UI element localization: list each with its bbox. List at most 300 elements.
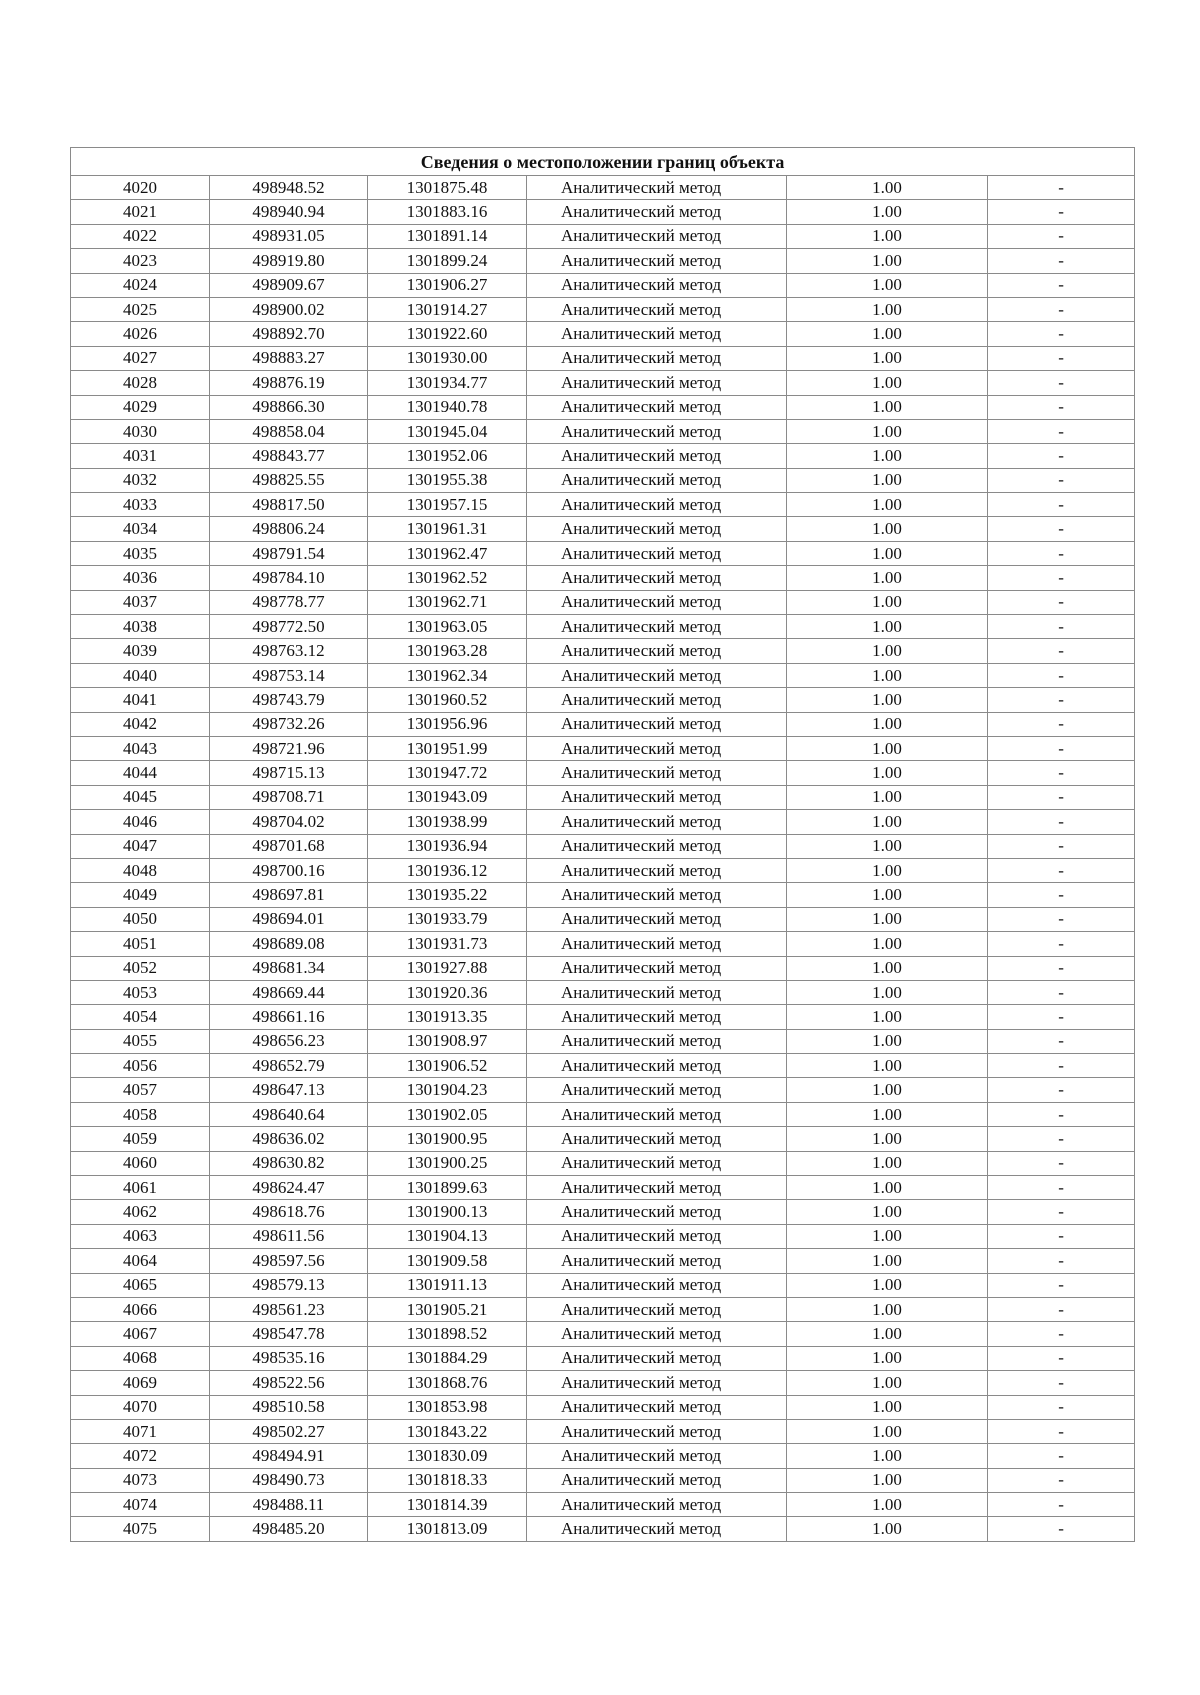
method-cell: Аналитический метод bbox=[527, 785, 787, 809]
method-cell: Аналитический метод bbox=[527, 1273, 787, 1297]
table-row bbox=[71, 1468, 1135, 1492]
accuracy-cell: 1.00 bbox=[787, 1346, 988, 1370]
method-cell: Аналитический метод bbox=[527, 980, 787, 1004]
y-coordinate-cell: 1301955.38 bbox=[368, 468, 527, 492]
description-cell: - bbox=[988, 956, 1135, 980]
x-coordinate-cell: 498772.50 bbox=[210, 615, 368, 639]
description-cell: - bbox=[988, 1419, 1135, 1443]
y-coordinate-cell: 1301902.05 bbox=[368, 1102, 527, 1126]
table-row bbox=[71, 249, 1135, 273]
table-row bbox=[71, 1419, 1135, 1443]
method-cell: Аналитический метод bbox=[527, 736, 787, 760]
y-coordinate-cell: 1301956.96 bbox=[368, 712, 527, 736]
y-coordinate-cell: 1301904.23 bbox=[368, 1078, 527, 1102]
accuracy-cell: 1.00 bbox=[787, 541, 988, 565]
accuracy-cell: 1.00 bbox=[787, 322, 988, 346]
description-cell: - bbox=[988, 590, 1135, 614]
y-coordinate-cell: 1301899.63 bbox=[368, 1176, 527, 1200]
y-coordinate-cell: 1301853.98 bbox=[368, 1395, 527, 1419]
method-cell: Аналитический метод bbox=[527, 444, 787, 468]
point-number-cell: 4069 bbox=[71, 1371, 210, 1395]
method-cell: Аналитический метод bbox=[527, 224, 787, 248]
y-coordinate-cell: 1301938.99 bbox=[368, 810, 527, 834]
method-cell: Аналитический метод bbox=[527, 322, 787, 346]
point-number-cell: 4027 bbox=[71, 346, 210, 370]
point-number-cell: 4046 bbox=[71, 810, 210, 834]
accuracy-cell: 1.00 bbox=[787, 907, 988, 931]
description-cell: - bbox=[988, 907, 1135, 931]
method-cell: Аналитический метод bbox=[527, 517, 787, 541]
method-cell: Аналитический метод bbox=[527, 688, 787, 712]
accuracy-cell: 1.00 bbox=[787, 1297, 988, 1321]
table-row bbox=[71, 493, 1135, 517]
method-cell: Аналитический метод bbox=[527, 883, 787, 907]
x-coordinate-cell: 498636.02 bbox=[210, 1127, 368, 1151]
x-coordinate-cell: 498791.54 bbox=[210, 541, 368, 565]
accuracy-cell: 1.00 bbox=[787, 1102, 988, 1126]
accuracy-cell: 1.00 bbox=[787, 297, 988, 321]
table-row bbox=[71, 932, 1135, 956]
description-cell: - bbox=[988, 712, 1135, 736]
method-cell: Аналитический метод bbox=[527, 1249, 787, 1273]
description-cell: - bbox=[988, 224, 1135, 248]
point-number-cell: 4043 bbox=[71, 736, 210, 760]
method-cell: Аналитический метод bbox=[527, 1346, 787, 1370]
table-row bbox=[71, 1200, 1135, 1224]
table-row bbox=[71, 1224, 1135, 1248]
y-coordinate-cell: 1301947.72 bbox=[368, 761, 527, 785]
x-coordinate-cell: 498579.13 bbox=[210, 1273, 368, 1297]
description-cell: - bbox=[988, 346, 1135, 370]
accuracy-cell: 1.00 bbox=[787, 468, 988, 492]
x-coordinate-cell: 498624.47 bbox=[210, 1176, 368, 1200]
x-coordinate-cell: 498858.04 bbox=[210, 419, 368, 443]
method-cell: Аналитический метод bbox=[527, 541, 787, 565]
accuracy-cell: 1.00 bbox=[787, 1493, 988, 1517]
y-coordinate-cell: 1301933.79 bbox=[368, 907, 527, 931]
method-cell: Аналитический метод bbox=[527, 639, 787, 663]
method-cell: Аналитический метод bbox=[527, 419, 787, 443]
point-number-cell: 4029 bbox=[71, 395, 210, 419]
description-cell: - bbox=[988, 517, 1135, 541]
accuracy-cell: 1.00 bbox=[787, 615, 988, 639]
description-cell: - bbox=[988, 932, 1135, 956]
x-coordinate-cell: 498708.71 bbox=[210, 785, 368, 809]
accuracy-cell: 1.00 bbox=[787, 712, 988, 736]
y-coordinate-cell: 1301875.48 bbox=[368, 176, 527, 200]
method-cell: Аналитический метод bbox=[527, 566, 787, 590]
y-coordinate-cell: 1301945.04 bbox=[368, 419, 527, 443]
point-number-cell: 4066 bbox=[71, 1297, 210, 1321]
description-cell: - bbox=[988, 1444, 1135, 1468]
description-cell: - bbox=[988, 1102, 1135, 1126]
table-row bbox=[71, 1176, 1135, 1200]
table-row bbox=[71, 517, 1135, 541]
table-row bbox=[71, 419, 1135, 443]
point-number-cell: 4033 bbox=[71, 493, 210, 517]
description-cell: - bbox=[988, 371, 1135, 395]
method-cell: Аналитический метод bbox=[527, 834, 787, 858]
x-coordinate-cell: 498704.02 bbox=[210, 810, 368, 834]
description-cell: - bbox=[988, 444, 1135, 468]
method-cell: Аналитический метод bbox=[527, 1151, 787, 1175]
table-row bbox=[71, 1029, 1135, 1053]
description-cell: - bbox=[988, 1395, 1135, 1419]
x-coordinate-cell: 498931.05 bbox=[210, 224, 368, 248]
accuracy-cell: 1.00 bbox=[787, 1419, 988, 1443]
y-coordinate-cell: 1301934.77 bbox=[368, 371, 527, 395]
x-coordinate-cell: 498817.50 bbox=[210, 493, 368, 517]
description-cell: - bbox=[988, 1054, 1135, 1078]
y-coordinate-cell: 1301927.88 bbox=[368, 956, 527, 980]
method-cell: Аналитический метод bbox=[527, 1468, 787, 1492]
accuracy-cell: 1.00 bbox=[787, 810, 988, 834]
method-cell: Аналитический метод bbox=[527, 907, 787, 931]
point-number-cell: 4035 bbox=[71, 541, 210, 565]
accuracy-cell: 1.00 bbox=[787, 346, 988, 370]
accuracy-cell: 1.00 bbox=[787, 1176, 988, 1200]
description-cell: - bbox=[988, 736, 1135, 760]
x-coordinate-cell: 498618.76 bbox=[210, 1200, 368, 1224]
y-coordinate-cell: 1301962.47 bbox=[368, 541, 527, 565]
x-coordinate-cell: 498700.16 bbox=[210, 858, 368, 882]
x-coordinate-cell: 498909.67 bbox=[210, 273, 368, 297]
table-row bbox=[71, 1005, 1135, 1029]
table-row bbox=[71, 1102, 1135, 1126]
table-row bbox=[71, 858, 1135, 882]
method-cell: Аналитический метод bbox=[527, 1054, 787, 1078]
y-coordinate-cell: 1301906.27 bbox=[368, 273, 527, 297]
description-cell: - bbox=[988, 785, 1135, 809]
table-title: Сведения о местоположении границ объекта bbox=[71, 148, 1135, 176]
description-cell: - bbox=[988, 1078, 1135, 1102]
method-cell: Аналитический метод bbox=[527, 663, 787, 687]
accuracy-cell: 1.00 bbox=[787, 736, 988, 760]
description-cell: - bbox=[988, 249, 1135, 273]
y-coordinate-cell: 1301936.94 bbox=[368, 834, 527, 858]
x-coordinate-cell: 498694.01 bbox=[210, 907, 368, 931]
description-cell: - bbox=[988, 176, 1135, 200]
y-coordinate-cell: 1301963.28 bbox=[368, 639, 527, 663]
x-coordinate-cell: 498488.11 bbox=[210, 1493, 368, 1517]
y-coordinate-cell: 1301908.97 bbox=[368, 1029, 527, 1053]
description-cell: - bbox=[988, 1493, 1135, 1517]
x-coordinate-cell: 498743.79 bbox=[210, 688, 368, 712]
x-coordinate-cell: 498630.82 bbox=[210, 1151, 368, 1175]
description-cell: - bbox=[988, 1224, 1135, 1248]
description-cell: - bbox=[988, 273, 1135, 297]
boundary-table bbox=[70, 147, 1135, 1542]
description-cell: - bbox=[988, 761, 1135, 785]
x-coordinate-cell: 498597.56 bbox=[210, 1249, 368, 1273]
point-number-cell: 4024 bbox=[71, 273, 210, 297]
description-cell: - bbox=[988, 688, 1135, 712]
y-coordinate-cell: 1301883.16 bbox=[368, 200, 527, 224]
accuracy-cell: 1.00 bbox=[787, 200, 988, 224]
accuracy-cell: 1.00 bbox=[787, 1322, 988, 1346]
y-coordinate-cell: 1301891.14 bbox=[368, 224, 527, 248]
table-body bbox=[71, 176, 1135, 1542]
description-cell: - bbox=[988, 639, 1135, 663]
y-coordinate-cell: 1301951.99 bbox=[368, 736, 527, 760]
y-coordinate-cell: 1301957.15 bbox=[368, 493, 527, 517]
method-cell: Аналитический метод bbox=[527, 858, 787, 882]
description-cell: - bbox=[988, 322, 1135, 346]
table-row bbox=[71, 200, 1135, 224]
table-row bbox=[71, 761, 1135, 785]
x-coordinate-cell: 498948.52 bbox=[210, 176, 368, 200]
table-row bbox=[71, 541, 1135, 565]
y-coordinate-cell: 1301909.58 bbox=[368, 1249, 527, 1273]
point-number-cell: 4023 bbox=[71, 249, 210, 273]
table-row bbox=[71, 1444, 1135, 1468]
x-coordinate-cell: 498825.55 bbox=[210, 468, 368, 492]
accuracy-cell: 1.00 bbox=[787, 639, 988, 663]
table-row bbox=[71, 956, 1135, 980]
table-row bbox=[71, 736, 1135, 760]
table-row bbox=[71, 688, 1135, 712]
method-cell: Аналитический метод bbox=[527, 712, 787, 736]
accuracy-cell: 1.00 bbox=[787, 419, 988, 443]
point-number-cell: 4058 bbox=[71, 1102, 210, 1126]
point-number-cell: 4020 bbox=[71, 176, 210, 200]
point-number-cell: 4038 bbox=[71, 615, 210, 639]
x-coordinate-cell: 498502.27 bbox=[210, 1419, 368, 1443]
accuracy-cell: 1.00 bbox=[787, 1371, 988, 1395]
table-row bbox=[71, 883, 1135, 907]
method-cell: Аналитический метод bbox=[527, 1200, 787, 1224]
x-coordinate-cell: 498652.79 bbox=[210, 1054, 368, 1078]
y-coordinate-cell: 1301962.71 bbox=[368, 590, 527, 614]
description-cell: - bbox=[988, 1151, 1135, 1175]
table-row bbox=[71, 566, 1135, 590]
point-number-cell: 4051 bbox=[71, 932, 210, 956]
x-coordinate-cell: 498753.14 bbox=[210, 663, 368, 687]
description-cell: - bbox=[988, 1176, 1135, 1200]
y-coordinate-cell: 1301900.95 bbox=[368, 1127, 527, 1151]
x-coordinate-cell: 498535.16 bbox=[210, 1346, 368, 1370]
table-row bbox=[71, 1346, 1135, 1370]
x-coordinate-cell: 498689.08 bbox=[210, 932, 368, 956]
x-coordinate-cell: 498611.56 bbox=[210, 1224, 368, 1248]
y-coordinate-cell: 1301952.06 bbox=[368, 444, 527, 468]
description-cell: - bbox=[988, 1517, 1135, 1541]
method-cell: Аналитический метод bbox=[527, 468, 787, 492]
x-coordinate-cell: 498900.02 bbox=[210, 297, 368, 321]
y-coordinate-cell: 1301960.52 bbox=[368, 688, 527, 712]
table-row bbox=[71, 1322, 1135, 1346]
description-cell: - bbox=[988, 566, 1135, 590]
accuracy-cell: 1.00 bbox=[787, 834, 988, 858]
y-coordinate-cell: 1301931.73 bbox=[368, 932, 527, 956]
table-row bbox=[71, 1273, 1135, 1297]
point-number-cell: 4052 bbox=[71, 956, 210, 980]
x-coordinate-cell: 498669.44 bbox=[210, 980, 368, 1004]
method-cell: Аналитический метод bbox=[527, 1419, 787, 1443]
accuracy-cell: 1.00 bbox=[787, 1054, 988, 1078]
table-row bbox=[71, 810, 1135, 834]
point-number-cell: 4075 bbox=[71, 1517, 210, 1541]
description-cell: - bbox=[988, 1029, 1135, 1053]
x-coordinate-cell: 498721.96 bbox=[210, 736, 368, 760]
accuracy-cell: 1.00 bbox=[787, 517, 988, 541]
accuracy-cell: 1.00 bbox=[787, 956, 988, 980]
accuracy-cell: 1.00 bbox=[787, 1200, 988, 1224]
accuracy-cell: 1.00 bbox=[787, 371, 988, 395]
point-number-cell: 4039 bbox=[71, 639, 210, 663]
description-cell: - bbox=[988, 810, 1135, 834]
accuracy-cell: 1.00 bbox=[787, 858, 988, 882]
accuracy-cell: 1.00 bbox=[787, 493, 988, 517]
x-coordinate-cell: 498697.81 bbox=[210, 883, 368, 907]
method-cell: Аналитический метод bbox=[527, 1176, 787, 1200]
description-cell: - bbox=[988, 1297, 1135, 1321]
table-row bbox=[71, 1517, 1135, 1541]
description-cell: - bbox=[988, 834, 1135, 858]
table-row bbox=[71, 1151, 1135, 1175]
y-coordinate-cell: 1301868.76 bbox=[368, 1371, 527, 1395]
y-coordinate-cell: 1301906.52 bbox=[368, 1054, 527, 1078]
table-row bbox=[71, 1493, 1135, 1517]
method-cell: Аналитический метод bbox=[527, 1517, 787, 1541]
x-coordinate-cell: 498778.77 bbox=[210, 590, 368, 614]
y-coordinate-cell: 1301962.34 bbox=[368, 663, 527, 687]
point-number-cell: 4065 bbox=[71, 1273, 210, 1297]
accuracy-cell: 1.00 bbox=[787, 883, 988, 907]
y-coordinate-cell: 1301930.00 bbox=[368, 346, 527, 370]
point-number-cell: 4036 bbox=[71, 566, 210, 590]
point-number-cell: 4042 bbox=[71, 712, 210, 736]
description-cell: - bbox=[988, 1346, 1135, 1370]
table-row bbox=[71, 395, 1135, 419]
y-coordinate-cell: 1301913.35 bbox=[368, 1005, 527, 1029]
method-cell: Аналитический метод bbox=[527, 932, 787, 956]
accuracy-cell: 1.00 bbox=[787, 444, 988, 468]
description-cell: - bbox=[988, 419, 1135, 443]
description-cell: - bbox=[988, 1273, 1135, 1297]
x-coordinate-cell: 498883.27 bbox=[210, 346, 368, 370]
method-cell: Аналитический метод bbox=[527, 176, 787, 200]
y-coordinate-cell: 1301905.21 bbox=[368, 1297, 527, 1321]
table-row bbox=[71, 1297, 1135, 1321]
y-coordinate-cell: 1301962.52 bbox=[368, 566, 527, 590]
point-number-cell: 4022 bbox=[71, 224, 210, 248]
x-coordinate-cell: 498490.73 bbox=[210, 1468, 368, 1492]
accuracy-cell: 1.00 bbox=[787, 663, 988, 687]
method-cell: Аналитический метод bbox=[527, 810, 787, 834]
description-cell: - bbox=[988, 1322, 1135, 1346]
table-row bbox=[71, 834, 1135, 858]
x-coordinate-cell: 498547.78 bbox=[210, 1322, 368, 1346]
y-coordinate-cell: 1301922.60 bbox=[368, 322, 527, 346]
table-row bbox=[71, 785, 1135, 809]
description-cell: - bbox=[988, 1200, 1135, 1224]
x-coordinate-cell: 498876.19 bbox=[210, 371, 368, 395]
method-cell: Аналитический метод bbox=[527, 273, 787, 297]
point-number-cell: 4074 bbox=[71, 1493, 210, 1517]
description-cell: - bbox=[988, 615, 1135, 639]
method-cell: Аналитический метод bbox=[527, 1078, 787, 1102]
point-number-cell: 4068 bbox=[71, 1346, 210, 1370]
table-row bbox=[71, 1127, 1135, 1151]
point-number-cell: 4064 bbox=[71, 1249, 210, 1273]
point-number-cell: 4044 bbox=[71, 761, 210, 785]
x-coordinate-cell: 498715.13 bbox=[210, 761, 368, 785]
method-cell: Аналитический метод bbox=[527, 371, 787, 395]
table-row bbox=[71, 663, 1135, 687]
description-cell: - bbox=[988, 883, 1135, 907]
point-number-cell: 4048 bbox=[71, 858, 210, 882]
accuracy-cell: 1.00 bbox=[787, 224, 988, 248]
description-cell: - bbox=[988, 858, 1135, 882]
point-number-cell: 4021 bbox=[71, 200, 210, 224]
x-coordinate-cell: 498919.80 bbox=[210, 249, 368, 273]
point-number-cell: 4032 bbox=[71, 468, 210, 492]
method-cell: Аналитический метод bbox=[527, 956, 787, 980]
table-row bbox=[71, 297, 1135, 321]
point-number-cell: 4070 bbox=[71, 1395, 210, 1419]
method-cell: Аналитический метод bbox=[527, 1029, 787, 1053]
method-cell: Аналитический метод bbox=[527, 1322, 787, 1346]
method-cell: Аналитический метод bbox=[527, 200, 787, 224]
table-row bbox=[71, 1371, 1135, 1395]
x-coordinate-cell: 498866.30 bbox=[210, 395, 368, 419]
point-number-cell: 4073 bbox=[71, 1468, 210, 1492]
point-number-cell: 4026 bbox=[71, 322, 210, 346]
x-coordinate-cell: 498522.56 bbox=[210, 1371, 368, 1395]
accuracy-cell: 1.00 bbox=[787, 176, 988, 200]
x-coordinate-cell: 498561.23 bbox=[210, 1297, 368, 1321]
x-coordinate-cell: 498784.10 bbox=[210, 566, 368, 590]
description-cell: - bbox=[988, 541, 1135, 565]
table-row bbox=[71, 346, 1135, 370]
point-number-cell: 4031 bbox=[71, 444, 210, 468]
description-cell: - bbox=[988, 297, 1135, 321]
x-coordinate-cell: 498656.23 bbox=[210, 1029, 368, 1053]
x-coordinate-cell: 498940.94 bbox=[210, 200, 368, 224]
y-coordinate-cell: 1301900.13 bbox=[368, 1200, 527, 1224]
x-coordinate-cell: 498763.12 bbox=[210, 639, 368, 663]
accuracy-cell: 1.00 bbox=[787, 785, 988, 809]
description-cell: - bbox=[988, 1249, 1135, 1273]
point-number-cell: 4054 bbox=[71, 1005, 210, 1029]
accuracy-cell: 1.00 bbox=[787, 249, 988, 273]
x-coordinate-cell: 498701.68 bbox=[210, 834, 368, 858]
point-number-cell: 4053 bbox=[71, 980, 210, 1004]
point-number-cell: 4071 bbox=[71, 1419, 210, 1443]
description-cell: - bbox=[988, 1468, 1135, 1492]
y-coordinate-cell: 1301843.22 bbox=[368, 1419, 527, 1443]
description-cell: - bbox=[988, 468, 1135, 492]
y-coordinate-cell: 1301814.39 bbox=[368, 1493, 527, 1517]
y-coordinate-cell: 1301898.52 bbox=[368, 1322, 527, 1346]
method-cell: Аналитический метод bbox=[527, 395, 787, 419]
method-cell: Аналитический метод bbox=[527, 1395, 787, 1419]
x-coordinate-cell: 498494.91 bbox=[210, 1444, 368, 1468]
method-cell: Аналитический метод bbox=[527, 249, 787, 273]
x-coordinate-cell: 498647.13 bbox=[210, 1078, 368, 1102]
y-coordinate-cell: 1301936.12 bbox=[368, 858, 527, 882]
x-coordinate-cell: 498681.34 bbox=[210, 956, 368, 980]
point-number-cell: 4062 bbox=[71, 1200, 210, 1224]
method-cell: Аналитический метод bbox=[527, 590, 787, 614]
accuracy-cell: 1.00 bbox=[787, 395, 988, 419]
method-cell: Аналитический метод bbox=[527, 1371, 787, 1395]
x-coordinate-cell: 498510.58 bbox=[210, 1395, 368, 1419]
y-coordinate-cell: 1301818.33 bbox=[368, 1468, 527, 1492]
description-cell: - bbox=[988, 395, 1135, 419]
table-row bbox=[71, 907, 1135, 931]
